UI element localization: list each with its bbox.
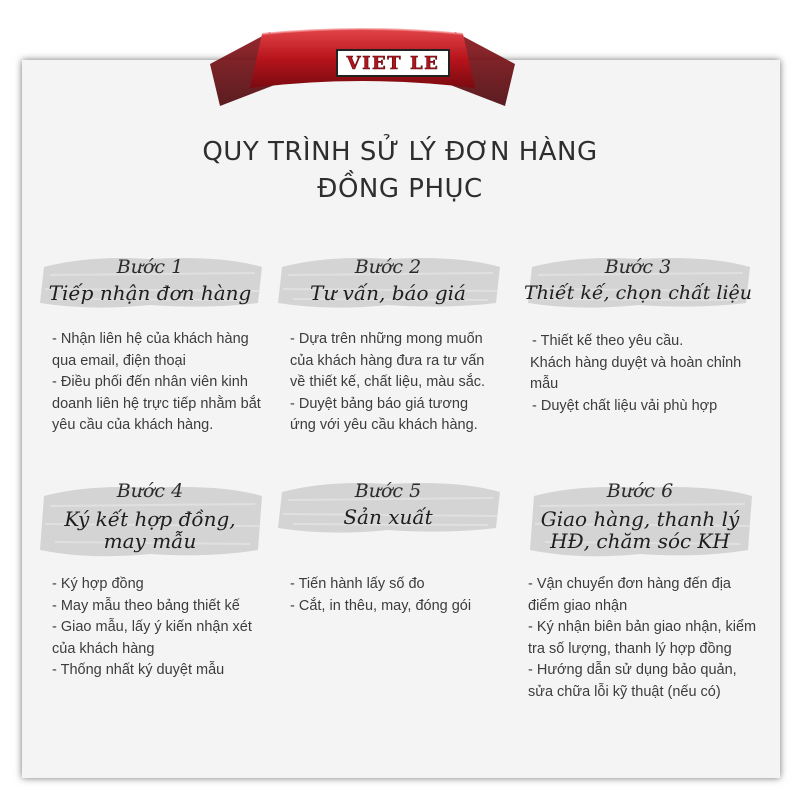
description-line: - Duyệt bảng báo giá tương [290,395,469,412]
description-line: - Vận chuyển đơn hàng đến địa [528,576,731,592]
step-number: Bước 1 [116,256,184,278]
description-line: - Thống nhất ký duyệt mẫu [52,662,225,678]
step-3 [518,245,758,315]
description-line: - May mẫu theo bảng thiết kế [52,597,240,614]
step-4 [30,468,270,564]
step-2-description [290,329,485,437]
step-name: HĐ, chăm sóc KH [550,529,730,553]
description-line: về thiết kế, chất liệu, màu sắc. [290,374,486,390]
description-line: của khách hàng đưa ra tư vấn [290,352,485,369]
description-line: Khách hàng duyệt và hoàn chỉnh [530,354,742,371]
description-line: - Duyệt chất liệu vải phù hợp [532,397,718,414]
step-4-description [52,574,252,682]
description-line: - Giao mẫu, lấy ý kiến nhận xét [52,619,252,635]
description-line: của khách hàng [52,640,155,657]
step-name: Thiết kế, chọn chất liệu [523,282,753,304]
description-line: - Cắt, in thêu, may, đóng gói [290,597,472,614]
step-name: Giao hàng, thanh lý [540,507,740,531]
step-5 [268,468,508,540]
description-line: - Thiết kế theo yêu cầu. [532,333,684,349]
step-name: may mẫu [103,529,197,553]
page-title-line-1: QUY TRÌNH SỬ LÝ ĐƠN HÀNG [202,137,598,167]
description-line: qua email, điện thoại [52,352,186,369]
step-6-description [528,574,756,703]
description-line: - Hướng dẫn sử dụng bảo quản, [528,662,737,678]
step-number: Bước 5 [354,480,422,502]
step-number: Bước 3 [604,256,672,278]
description-line: điểm giao nhận [528,597,628,614]
description-line: - Tiến hành lấy số đo [290,576,425,592]
step-number: Bước 2 [354,256,422,278]
description-line: sửa chữa lỗi kỹ thuật (nếu có) [528,683,721,700]
brand-logo [336,49,450,77]
step-name: Tiếp nhận đơn hàng [48,281,252,305]
description-line: tra số lượng, thanh lý hợp đồng [528,640,732,657]
step-2 [268,245,508,315]
step-number: Bước 4 [116,480,184,502]
step-1-description [52,329,261,437]
description-line: - Ký nhận biên bản giao nhận, kiểm [528,619,757,635]
step-name: Ký kết hợp đồng, [64,507,236,531]
description-line: ứng với yêu cầu khách hàng. [290,417,478,433]
step-name: Sản xuất [343,505,433,529]
description-line: - Nhận liên hệ của khách hàng [52,331,249,347]
brand-logo-text: VIET LE [346,52,440,74]
step-3-description [530,331,741,417]
description-line: doanh liên hệ trực tiếp nhằm bắt [52,395,261,412]
step-6 [520,468,760,564]
step-1 [30,245,270,315]
description-line: - Ký hợp đồng [52,576,144,592]
description-line: yêu cầu của khách hàng. [52,417,214,433]
step-number: Bước 6 [606,480,674,502]
description-line: - Điều phối đến nhân viên kinh [52,374,248,390]
description-line: mẫu [530,376,559,392]
step-name: Tư vấn, báo giá [310,281,466,305]
description-line: - Dựa trên những mong muốn [290,331,483,347]
page-title-line-2: ĐỒNG PHỤC [317,174,483,204]
step-5-description [290,574,471,617]
